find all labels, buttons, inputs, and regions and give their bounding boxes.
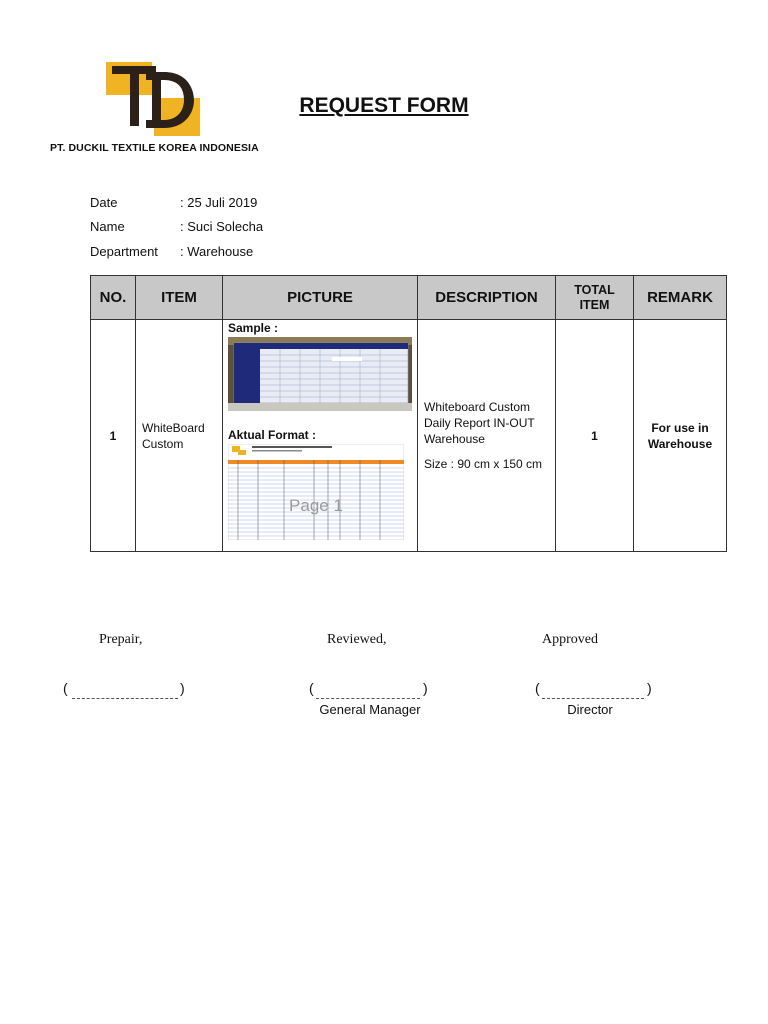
header-no: NO. [91, 276, 136, 320]
sig-approved-label: Approved [542, 632, 598, 647]
sample-label: Sample : [228, 321, 279, 335]
sig-approved-role: Director [567, 702, 613, 717]
header-remark: REMARK [634, 276, 727, 320]
request-meta [90, 190, 263, 264]
remark-line1: For use in [651, 420, 709, 435]
meta-row-date [90, 190, 263, 215]
table-row [91, 320, 727, 552]
sig-reviewed-label: Reviewed, [327, 632, 387, 647]
meta-value: : 25 Juli 2019 [180, 194, 258, 210]
meta-label: Date [90, 194, 118, 210]
item-line1: WhiteBoard [142, 420, 205, 435]
sig-approved-line [542, 698, 644, 699]
sig-reviewed-close: ) [423, 680, 428, 696]
cell-item [136, 320, 223, 552]
format-sheet-icon [228, 444, 404, 540]
format-label: Aktual Format : [228, 428, 317, 442]
header-item: ITEM [136, 276, 223, 320]
header-total-line2: ITEM [579, 297, 610, 312]
header-total-line1: TOTAL [574, 282, 615, 297]
header-picture: PICTURE [223, 276, 418, 320]
sig-approved-open: ( [535, 680, 540, 696]
actual-format-preview [228, 444, 404, 540]
description-line2: Daily Report IN-OUT [424, 416, 535, 430]
cell-remark [634, 320, 727, 552]
sig-prepair-label: Prepair, [99, 632, 143, 647]
sig-prepair-line [72, 698, 178, 699]
sig-approved-close: ) [647, 680, 652, 696]
sig-reviewed-line [316, 698, 420, 699]
meta-label: Name [90, 219, 125, 235]
description-size: Size : 90 cm x 150 cm [424, 457, 543, 471]
format-watermark: Page 1 [289, 496, 343, 515]
page-title: REQUEST FORM [299, 94, 469, 117]
description-line1: Whiteboard Custom [424, 400, 531, 414]
meta-row-department [90, 239, 263, 264]
sig-prepair-close: ) [180, 680, 185, 696]
header-total-item [556, 276, 634, 320]
cell-no: 1 [91, 320, 136, 552]
header-description: DESCRIPTION [418, 276, 556, 320]
meta-value: : Warehouse [180, 243, 254, 259]
meta-value: : Suci Solecha [180, 219, 264, 235]
company-name: PT. DUCKIL TEXTILE KOREA INDONESIA [50, 142, 259, 154]
cell-picture [223, 320, 418, 552]
description-line3: Warehouse [424, 432, 485, 446]
whiteboard-sample-photo [228, 337, 412, 411]
cell-description [418, 320, 556, 552]
sig-reviewed-role: General Manager [319, 702, 421, 717]
item-line2: Custom [142, 436, 184, 451]
remark-line2: Warehouse [647, 436, 713, 451]
table-header-row [91, 276, 727, 320]
sig-prepair-open: ( [63, 680, 68, 696]
request-table [90, 275, 727, 552]
meta-label: Department [90, 243, 158, 259]
meta-row-name [90, 215, 263, 240]
sig-reviewed-open: ( [309, 680, 314, 696]
cell-total: 1 [556, 320, 634, 552]
